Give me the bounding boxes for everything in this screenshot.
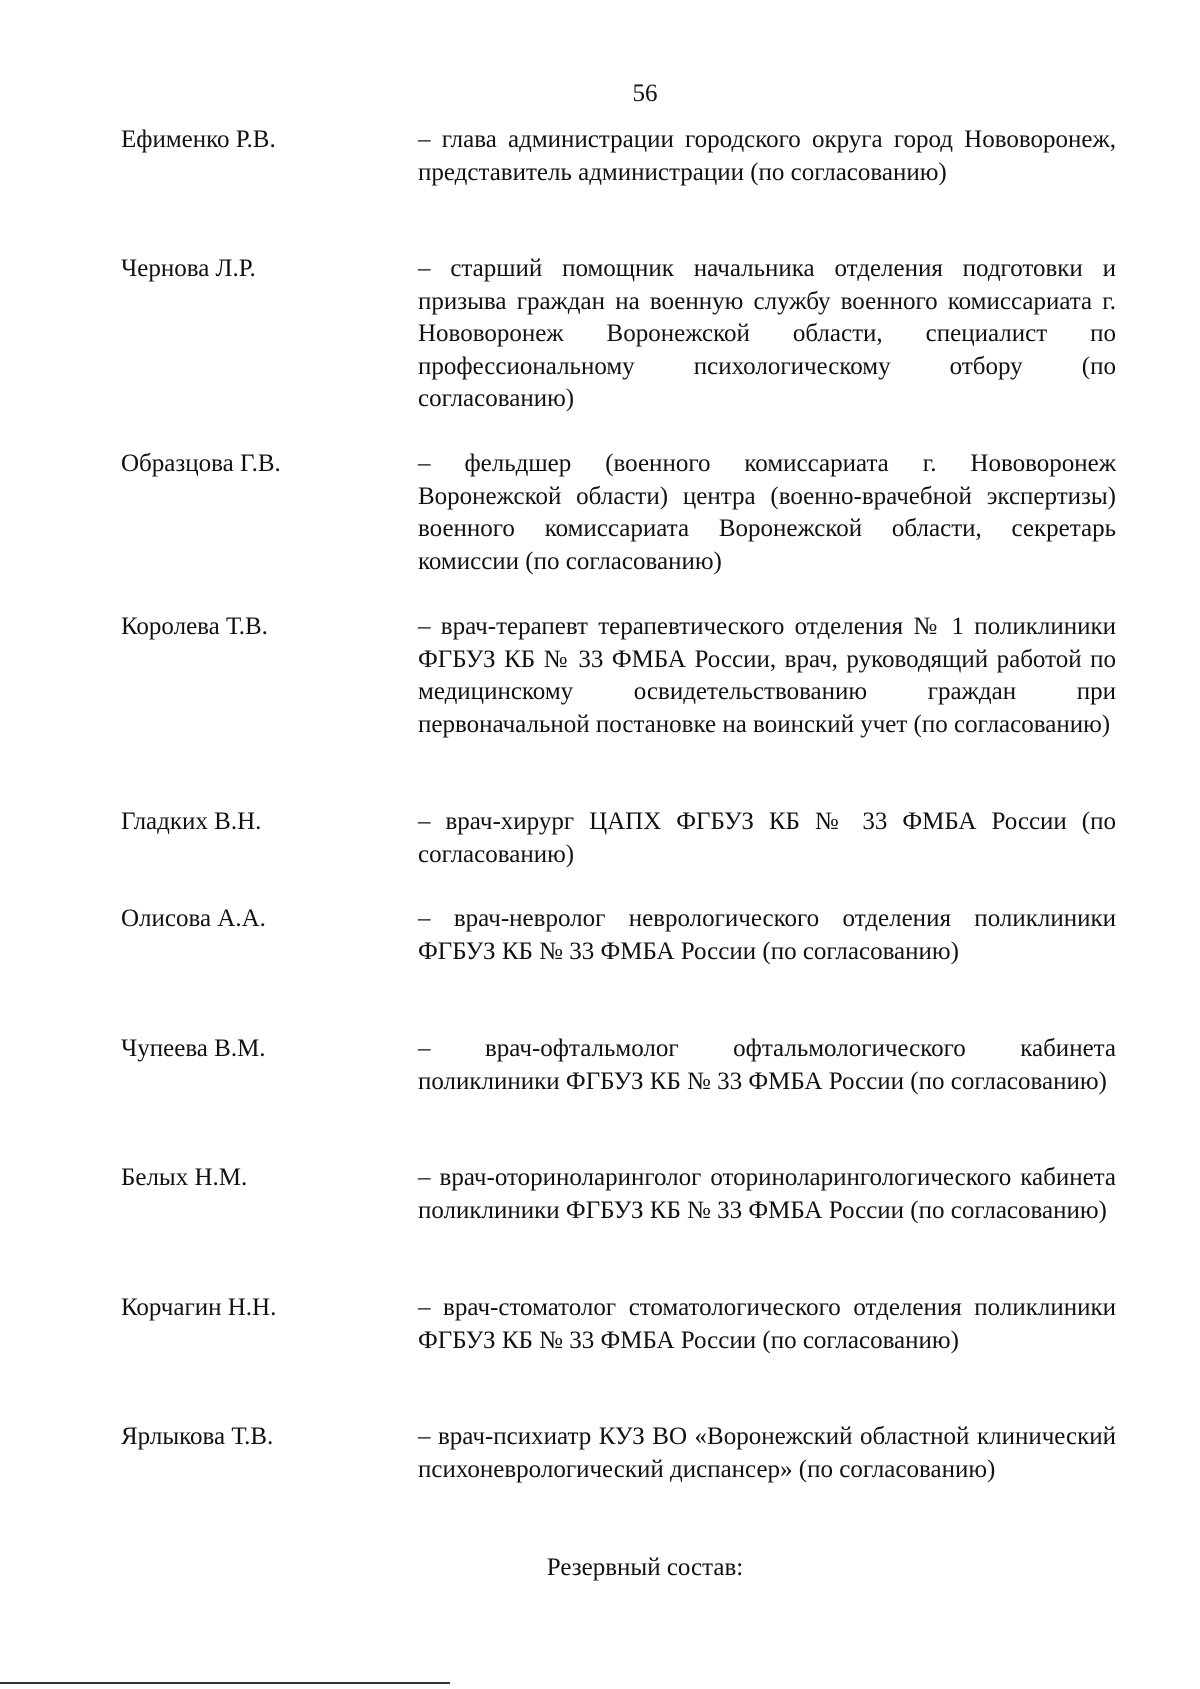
member-name: Ярлыкова Т.В.	[121, 1423, 274, 1450]
member-role: – врач-психиатр КУЗ ВО «Воронежский областной клинический психоневрологический диспансер» (по согласованию)	[418, 1423, 1116, 1483]
member-role: – врач-терапевт терапевтического отделения № 1 поликлиники ФГБУЗ КБ № 33 ФМБА России, врач, руководящий работой по медицинскому освидетельствованию граждан при первоначальной постановке на воинский учет (по согласованию)	[418, 613, 1116, 738]
member-role: – глава администрации городского округа город Нововоронеж, представитель администрации (по согласованию)	[418, 126, 1116, 186]
member-role: – врач-оториноларинголог оториноларингологического кабинета поликлиники ФГБУЗ КБ № 33 ФМБА России (по согласованию)	[418, 1164, 1116, 1224]
member-name: Белых Н.М.	[121, 1164, 248, 1191]
reserve-section-title: Резервный состав:	[546, 1554, 744, 1581]
member-role: – врач-хирург ЦАПХ ФГБУЗ КБ № 33 ФМБА России (по согласованию)	[418, 808, 1116, 868]
footnote-divider	[0, 1682, 450, 1684]
member-role: – старший помощник начальника отделения подготовки и призыва граждан на военную службу военного комиссариата г. Нововоронеж Воронежской области, специалист по профессиональному психологическому отбору (по согласованию)	[418, 255, 1116, 412]
member-name: Корчагин Н.Н.	[121, 1294, 277, 1321]
member-name: Олисова А.А.	[121, 905, 266, 932]
member-name: Чернова Л.Р.	[121, 255, 256, 282]
member-role: – врач-офтальмолог офтальмологического кабинета поликлиники ФГБУЗ КБ № 33 ФМБА России (по согласованию)	[418, 1035, 1116, 1095]
page-number: 56	[632, 80, 658, 107]
member-role: – врач-стоматолог стоматологического отделения поликлиники ФГБУЗ КБ № 33 ФМБА России (по согласованию)	[418, 1294, 1116, 1354]
member-name: Королева Т.В.	[121, 613, 268, 640]
member-name: Образцова Г.В.	[121, 450, 281, 477]
member-role: – врач-невролог неврологического отделения поликлиники ФГБУЗ КБ № 33 ФМБА России (по согласованию)	[418, 905, 1116, 965]
member-name: Чупеева В.М.	[121, 1035, 266, 1062]
member-name: Ефименко Р.В.	[121, 126, 276, 153]
member-role: – фельдшер (военного комиссариата г. Нововоронеж Воронежской области) центра (военно-врачебной экспертизы) военного комиссариата Воронежской области, секретарь комиссии (по согласованию)	[418, 450, 1116, 575]
member-name: Гладких В.Н.	[121, 808, 262, 835]
